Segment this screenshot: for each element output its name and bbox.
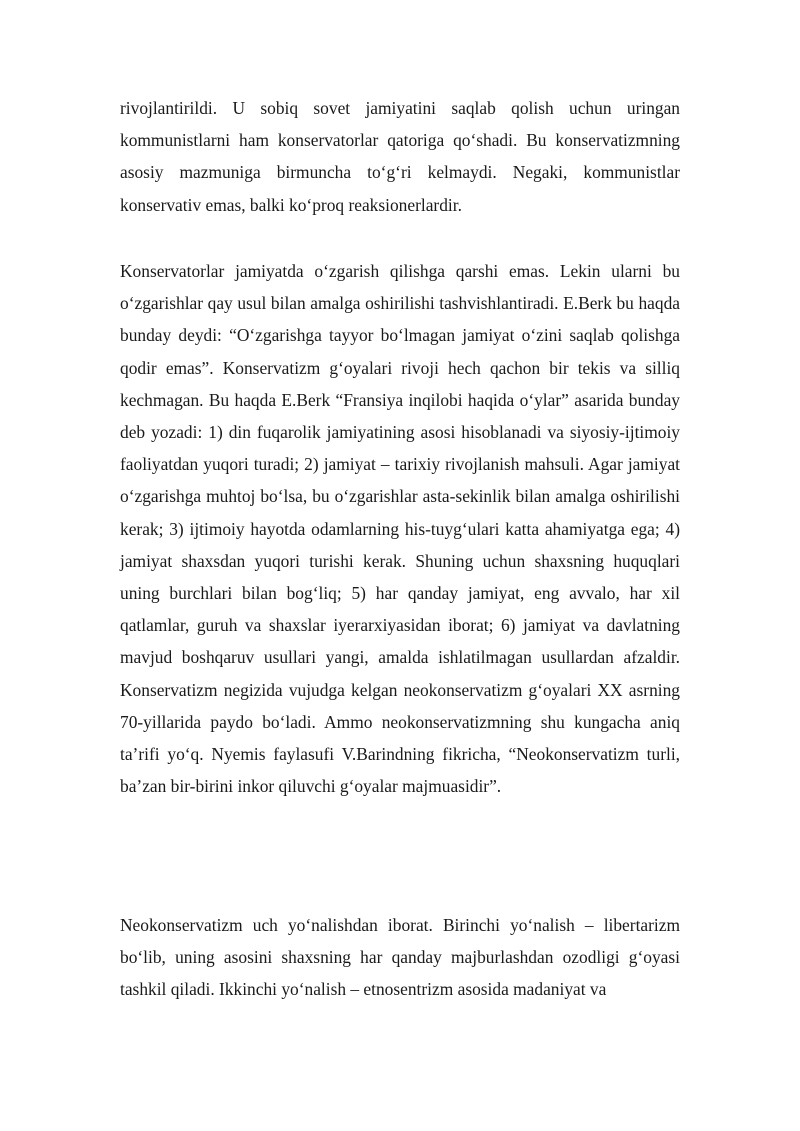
paragraph-2: Konservatorlar jamiyatda o‘zgarish qilishga qarshi emas. Lekin ularni bu o‘zgarishlar qay usul bilan amalga oshirilishi tashvishlantiradi. E.Berk bu haqda bunday deydi: “O‘zgarishga tayyor bo‘lmagan jamiyat o‘zini saqlab qolishga qodir emas”. Konservatizm g‘oyalari rivoji hech qachon bir tekis va silliq kechmagan. Bu haqda E.Berk “Fransiya inqilobi haqida o‘ylar” asarida bunday deb yozadi: 1) din fuqarolik jamiyatining asosi hisoblanadi va siyosiy-ijtimoiy faoliyatdan yuqori turadi; 2) jamiyat – tarixiy rivojlanish mahsuli. Agar jamiyat o‘zgarishga muhtoj bo‘lsa, bu o‘zgarishlar asta-sekinlik bilan amalga oshirilishi kerak; 3) ijtimoiy hayotda odamlarning his-tuyg‘ulari katta ahamiyatga ega; 4) jamiyat shaxsdan yuqori turishi kerak. Shuning uchun shaxsning huquqlari uning burchlari bilan bog‘liq; 5) har qanday jamiyat, eng avvalo, har xil qatlamlar, guruh va shaxslar iyerarxiyasidan iborat; 6) jamiyat va davlatning mavjud boshqaruv usullari yangi, amalda ishlatilmagan usullardan afzaldir. Konservatizm negizida vujudga kelgan neokonservatizm g‘oyalari XX asrning 70-yillarida paydo bo‘ladi. Ammo neokonservatizmning shu kungacha aniq ta’rifi yo‘q. Nyemis faylasufi V.Barindning fikricha, “Neokonservatizm turli, ba’zan bir-birini inkor qiluvchi g‘oyalar majmuasidir”. xyxy=(120,261,680,797)
paragraph-3: Neokonservatizm uch yo‘nalishdan iborat. Birinchi yo‘nalish – libertarizm bo‘lib, uning asosini shaxsning har qanday majburlashdan ozodligi g‘oyasi tashkil qiladi. Ikkinchi yo‘nalish – etnosentrizm asosida madaniyat va xyxy=(120,915,680,1000)
paragraph-1: rivojlantirildi. U sobiq sovet jamiyatini saqlab qolish uchun uringan kommunistlarni ham konservatorlar qatoriga qo‘shadi. Bu konservatizmning asosiy mazmuniga birmuncha to‘g‘ri kelmaydi. Negaki, kommunistlar konservativ emas, balki ko‘proq reaksionerlardir. xyxy=(120,98,680,215)
